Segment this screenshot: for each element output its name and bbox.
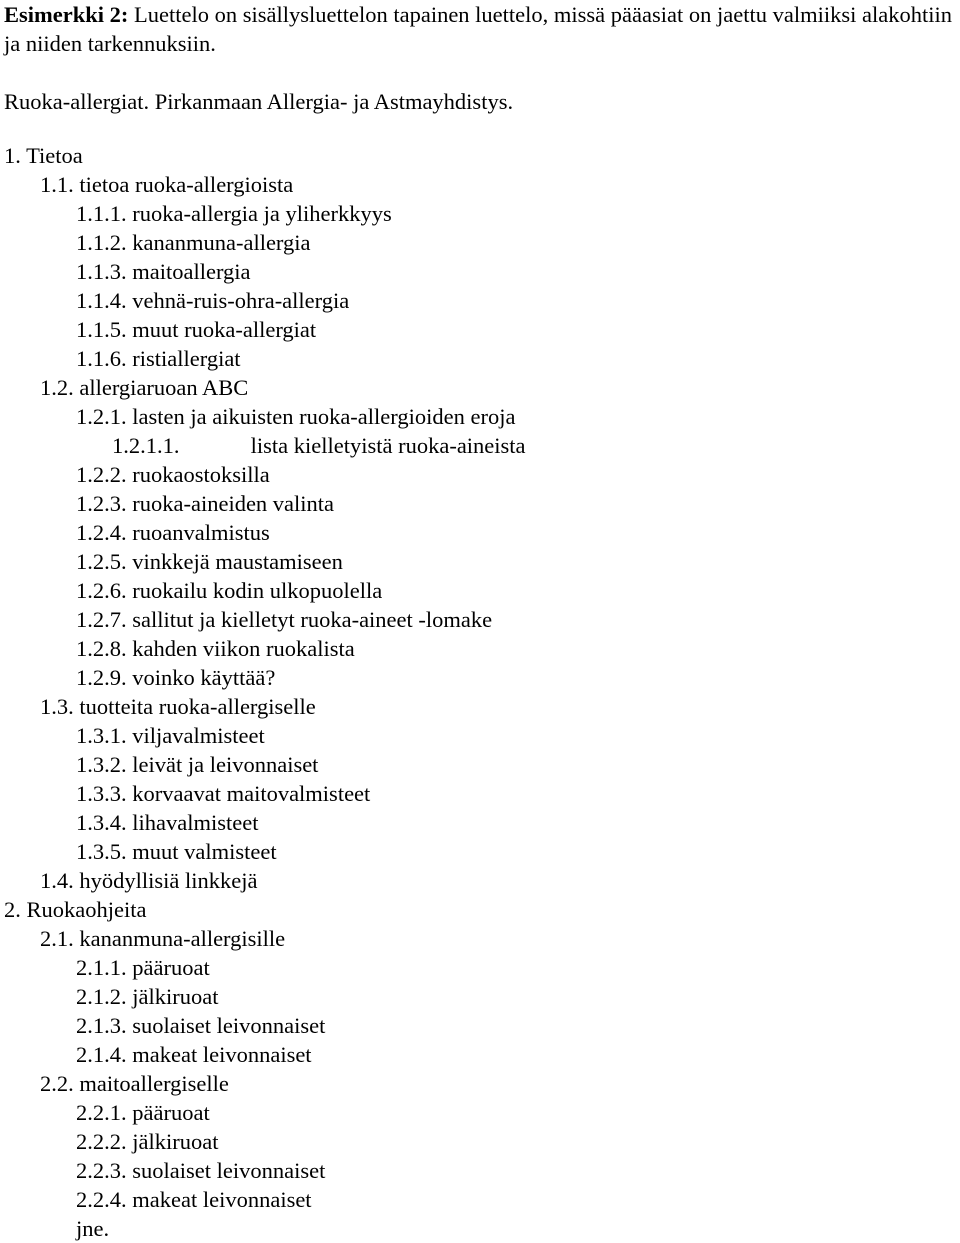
- list-item-text: Ruokaohjeita: [26, 897, 147, 922]
- list-item-text: hyödyllisiä linkkejä: [79, 868, 258, 893]
- list-item: [76, 518, 270, 547]
- list-item: [76, 605, 492, 634]
- list-item: [76, 779, 370, 808]
- list-item-text: lista kielletyistä ruoka-aineista: [250, 433, 526, 458]
- list-item-number: 1.2.1.1.: [112, 433, 180, 458]
- list-item: [76, 402, 515, 431]
- list-item: [76, 1127, 218, 1156]
- list-item: [76, 1185, 312, 1214]
- list-item-number: 2.1.2.: [76, 984, 127, 1009]
- list-item-number: 1.2.7.: [76, 607, 127, 632]
- list-item-text: ruoka-allergia ja yliherkkyys: [132, 201, 392, 226]
- intro-text: Luettelo on sisällysluettelon tapainen luettelo, missä pääasiat on jaettu valmiiksi alakohtiin ja niiden tarkennuksiin.: [4, 2, 952, 56]
- list-item: [76, 634, 355, 663]
- list-item: [40, 692, 316, 721]
- list-item-text: ruokailu kodin ulkopuolella: [132, 578, 383, 603]
- list-item: [76, 1156, 325, 1185]
- list-item-text: voinko käyttää?: [132, 665, 276, 690]
- list-item-number: 1.4.: [40, 868, 74, 893]
- list-item-number: 1.3.2.: [76, 752, 127, 777]
- list-item-number: 2.1.: [40, 926, 74, 951]
- list-item-number: 1.2.9.: [76, 665, 127, 690]
- list-item: [4, 141, 83, 170]
- list-item-text: kananmuna-allergia: [132, 230, 311, 255]
- list-item-text: jälkiruoat: [132, 1129, 219, 1154]
- list-item-number: 2.2.2.: [76, 1129, 127, 1154]
- list-item-text: muut valmisteet: [132, 839, 277, 864]
- list-item-text: vehnä-ruis-ohra-allergia: [132, 288, 350, 313]
- list-item: [76, 344, 241, 373]
- list-item-number: 1.1.4.: [76, 288, 127, 313]
- list-item-number: 1.1.6.: [76, 346, 127, 371]
- intro-lead: Esimerkki 2:: [4, 2, 129, 27]
- list-item-text: sallitut ja kielletyt ruoka-aineet -lomake: [132, 607, 493, 632]
- list-item-text: Tietoa: [26, 143, 83, 168]
- list-item-text: jne.: [76, 1216, 110, 1241]
- list-item: [76, 228, 311, 257]
- list-item-number: 1.1.5.: [76, 317, 127, 342]
- list-item-number: 1.2.8.: [76, 636, 127, 661]
- list-item-text: pääruoat: [132, 1100, 210, 1125]
- list-item-text: jälkiruoat: [132, 984, 219, 1009]
- list-item-number: 1.3.1.: [76, 723, 127, 748]
- list-item: [76, 315, 316, 344]
- list-item: [76, 1214, 109, 1243]
- list-item-text: ruoka-aineiden valinta: [132, 491, 335, 516]
- list-item-text: maitoallergia: [132, 259, 251, 284]
- list-item-number: 1.2.3.: [76, 491, 127, 516]
- list-item-text: kahden viikon ruokalista: [132, 636, 355, 661]
- list-item: [76, 982, 218, 1011]
- list-item-text: ristiallergiat: [132, 346, 241, 371]
- list-item-number: 1.3.5.: [76, 839, 127, 864]
- list-item-number: 1.: [4, 143, 21, 168]
- list-item: [76, 547, 343, 576]
- list-item: [76, 286, 349, 315]
- list-item-number: 1.2.: [40, 375, 74, 400]
- list-item-number: 2.1.4.: [76, 1042, 127, 1067]
- list-item: [76, 1040, 312, 1069]
- list-item-text: vinkkejä maustamiseen: [132, 549, 343, 574]
- list-item: [76, 837, 277, 866]
- list-item: [76, 721, 265, 750]
- list-item-text: suolaiset leivonnaiset: [132, 1013, 326, 1038]
- list-item-number: 2.2.: [40, 1071, 74, 1096]
- list-item-text: maitoallergiselle: [79, 1071, 229, 1096]
- list-item-text: viljavalmisteet: [132, 723, 265, 748]
- list-item: [76, 257, 251, 286]
- list-item: [76, 199, 392, 228]
- list-item-number: 1.1.: [40, 172, 74, 197]
- list-item-number: 2.2.3.: [76, 1158, 127, 1183]
- list-item: [76, 489, 334, 518]
- list-item: [40, 373, 248, 402]
- list-item-text: lihavalmisteet: [132, 810, 259, 835]
- list-item-number: 2.2.1.: [76, 1100, 127, 1125]
- list-item-number: 1.2.5.: [76, 549, 127, 574]
- list-item: [112, 431, 526, 460]
- list-item-text: tietoa ruoka-allergioista: [79, 172, 294, 197]
- list-item-number: 2.: [4, 897, 21, 922]
- list-item-number: 1.2.2.: [76, 462, 127, 487]
- list-item-text: tuotteita ruoka-allergiselle: [79, 694, 316, 719]
- list-item: [40, 1069, 229, 1098]
- list-item-text: suolaiset leivonnaiset: [132, 1158, 326, 1183]
- list-item-number: 2.2.4.: [76, 1187, 127, 1212]
- list-item: [76, 663, 275, 692]
- list-item: [76, 1098, 210, 1127]
- list-item-text: allergiaruoan ABC: [79, 375, 249, 400]
- list-item: [76, 460, 270, 489]
- list-item: [40, 170, 293, 199]
- list-item: [40, 866, 257, 895]
- list-item-number: 1.2.6.: [76, 578, 127, 603]
- list-item-text: kananmuna-allergisille: [79, 926, 286, 951]
- list-item: [76, 576, 382, 605]
- list-item-text: muut ruoka-allergiat: [132, 317, 317, 342]
- intro-paragraph: [4, 0, 954, 58]
- list-item-text: makeat leivonnaiset: [132, 1187, 312, 1212]
- source-line: Ruoka-allergiat. Pirkanmaan Allergia- ja Astmayhdistys.: [4, 89, 514, 114]
- list-item: [40, 924, 285, 953]
- list-item-text: pääruoat: [132, 955, 210, 980]
- list-item-number: 1.1.2.: [76, 230, 127, 255]
- list-item-number: 1.1.1.: [76, 201, 127, 226]
- list-item-number: 1.3.: [40, 694, 74, 719]
- list-item-text: ruoanvalmistus: [132, 520, 270, 545]
- list-item-text: lasten ja aikuisten ruoka-allergioiden eroja: [132, 404, 516, 429]
- list-item: [76, 1011, 325, 1040]
- list-item-number: 1.2.4.: [76, 520, 127, 545]
- list-item: [76, 808, 258, 837]
- list-item-number: 1.2.1.: [76, 404, 127, 429]
- list-item-number: 1.3.4.: [76, 810, 127, 835]
- list-item: [76, 953, 210, 982]
- list-item-number: 2.1.1.: [76, 955, 127, 980]
- list-item: [4, 895, 146, 924]
- list-item-number: 1.3.3.: [76, 781, 127, 806]
- list-item-text: makeat leivonnaiset: [132, 1042, 312, 1067]
- list-item-text: leivät ja leivonnaiset: [132, 752, 319, 777]
- list-item-number: 1.1.3.: [76, 259, 127, 284]
- list-item: [76, 750, 318, 779]
- list-item-text: korvaavat maitovalmisteet: [132, 781, 371, 806]
- list-item-number: 2.1.3.: [76, 1013, 127, 1038]
- list-item-text: ruokaostoksilla: [132, 462, 270, 487]
